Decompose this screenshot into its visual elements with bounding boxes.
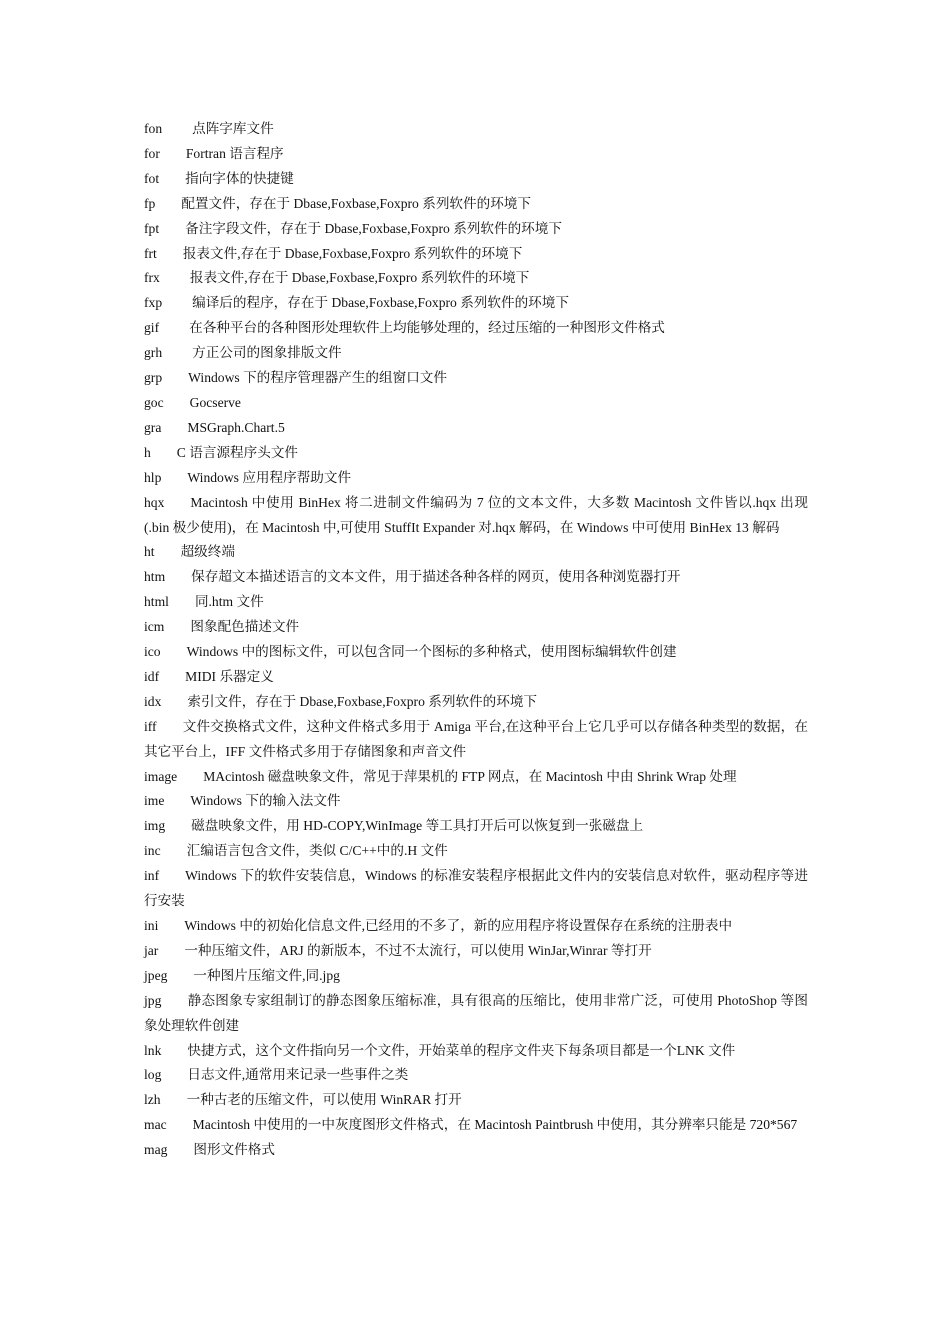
- file-extension-entry: [144, 540, 808, 565]
- file-extension-entry: [144, 1138, 808, 1163]
- file-extension-entry: [144, 989, 808, 1039]
- extension-description: Windows 下的输入法文件: [190, 793, 341, 809]
- extension-description: 方正公司的图象排版文件: [192, 345, 342, 361]
- extension-name: hlp: [144, 469, 162, 485]
- file-extension-entry: [144, 167, 808, 192]
- extension-description: 指向字体的快捷键: [185, 170, 294, 186]
- file-extension-entry: [144, 1113, 808, 1138]
- extension-description: 磁盘映象文件，用 HD-COPY,WinImage 等工具打开后可以恢复到一张磁盘上: [191, 818, 644, 834]
- file-extension-entry: [144, 939, 808, 964]
- extension-name: fxp: [144, 295, 163, 311]
- extension-name: mag: [144, 1142, 168, 1158]
- extension-description: 同.htm 文件: [194, 594, 264, 610]
- extension-description: 索引文件，存在于 Dbase,Foxbase,Foxpro 系列软件的环境下: [187, 693, 538, 709]
- document-page: [144, 117, 808, 1163]
- file-extension-entry: [144, 192, 808, 217]
- extension-name: ht: [144, 544, 155, 560]
- file-extension-entry: [144, 914, 808, 939]
- extension-name: fp: [144, 195, 156, 211]
- file-extension-entry: [144, 789, 808, 814]
- file-extension-entry: [144, 964, 808, 989]
- extension-description: 编译后的程序，存在于 Dbase,Foxbase,Foxpro 系列软件的环境下: [192, 295, 569, 311]
- file-extension-entry: [144, 266, 808, 291]
- extension-description: 静态图象专家组制订的静态图象压缩标准，具有很高的压缩比，使用非常广泛，可使用 PhotoShop 等图象处理软件创建: [144, 992, 808, 1033]
- extension-description: 报表文件,存在于 Dbase,Foxbase,Foxpro 系列软件的环境下: [189, 270, 530, 286]
- extension-name: iff: [144, 718, 157, 734]
- extension-name: lzh: [144, 1092, 161, 1108]
- file-extension-entry: [144, 590, 808, 615]
- file-extension-entry: [144, 715, 808, 765]
- extension-description: 保存超文本描述语言的文本文件，用于描述各种各样的网页，使用各种浏览器打开: [191, 569, 681, 585]
- extension-name: log: [144, 1067, 162, 1083]
- file-extension-entry: [144, 366, 808, 391]
- extension-description: 日志文件,通常用来记录一些事件之类: [187, 1067, 409, 1083]
- file-extension-entry: [144, 665, 808, 690]
- file-extension-entry: [144, 491, 808, 541]
- extension-name: for: [144, 145, 160, 161]
- extension-name: img: [144, 818, 166, 834]
- file-extension-entry: [144, 316, 808, 341]
- extension-name: gif: [144, 320, 160, 336]
- extension-description: Macintosh 中使用 BinHex 将二进制文件编码为 7 位的文本文件，大多数 Macintosh 文件皆以.hqx 出现(.bin 极少使用)，在 Macintosh 中,可使用 StuffIt Expander 对.hqx 解码，在 Windows 中可使用 BinHex 13 解码: [144, 494, 808, 535]
- extension-description: Gocserve: [189, 394, 241, 410]
- file-extension-entry: [144, 839, 808, 864]
- extension-name: inf: [144, 868, 160, 884]
- extension-name: grp: [144, 370, 163, 386]
- file-extension-entry: [144, 117, 808, 142]
- extension-description: 文件交换格式文件，这种文件格式多用于 Amiga 平台,在这种平台上它几乎可以存储各种类型的数据，在其它平台上，IFF 文件格式多用于存储图象和声音文件: [144, 718, 808, 759]
- extension-name: inc: [144, 843, 161, 859]
- file-extension-entry: [144, 1088, 808, 1113]
- file-extension-entry: [144, 1039, 808, 1064]
- extension-description: Windows 下的软件安装信息，Windows 的标准安装程序根据此文件内的安装信息对软件，驱动程序等进行安装: [144, 868, 808, 909]
- file-extension-entry: [144, 690, 808, 715]
- extension-description: 一种图片压缩文件,同.jpg: [193, 967, 340, 983]
- extension-description: MIDI 乐器定义: [185, 668, 274, 684]
- file-extension-entry: [144, 814, 808, 839]
- extension-name: gra: [144, 419, 162, 435]
- extension-description: 备注字段文件，存在于 Dbase,Foxbase,Foxpro 系列软件的环境下: [185, 220, 562, 236]
- file-extension-entry: [144, 217, 808, 242]
- extension-name: goc: [144, 394, 164, 410]
- file-extension-entry: [144, 341, 808, 366]
- extension-description: 一种压缩文件，ARJ 的新版本，不过不太流行，可以使用 WinJar,Winrar 等打开: [184, 942, 652, 958]
- extension-name: lnk: [144, 1042, 162, 1058]
- extension-name: frx: [144, 270, 160, 286]
- extension-description: 图形文件格式: [193, 1142, 275, 1158]
- extension-name: h: [144, 444, 151, 460]
- extension-description: 报表文件,存在于 Dbase,Foxbase,Foxpro 系列软件的环境下: [182, 245, 523, 261]
- extension-description: 超级终端: [180, 544, 235, 560]
- file-extension-entry: [144, 765, 808, 790]
- extension-name: image: [144, 768, 178, 784]
- file-extension-entry: [144, 242, 808, 267]
- extension-name: fon: [144, 121, 163, 136]
- extension-name: mac: [144, 1117, 167, 1133]
- extension-description: 图象配色描述文件: [190, 619, 300, 635]
- file-extension-entry: [144, 466, 808, 491]
- extension-description: Windows 应用程序帮助文件: [187, 469, 352, 485]
- extension-description: 汇编语言包含文件，类似 C/C++中的.H 文件: [186, 843, 448, 859]
- extension-description: Fortran 语言程序: [185, 145, 284, 161]
- extension-name: idx: [144, 693, 162, 709]
- extension-description: Windows 中的图标文件，可以包含同一个图标的多种格式，使用图标编辑软件创建: [186, 644, 677, 660]
- extension-description: 一种古老的压缩文件，可以使用 WinRAR 打开: [186, 1092, 462, 1108]
- extension-name: icm: [144, 619, 165, 635]
- extension-name: ini: [144, 918, 159, 933]
- extension-description: 配置文件，存在于 Dbase,Foxbase,Foxpro 系列软件的环境下: [181, 195, 531, 211]
- file-extension-entry: [144, 864, 808, 914]
- extension-name: grh: [144, 345, 163, 361]
- extension-description: C 语言源程序头文件: [176, 444, 299, 460]
- extension-description: Windows 下的程序管理器产生的组窗口文件: [188, 370, 447, 386]
- file-extension-entry: [144, 565, 808, 590]
- extension-description: Windows 中的初始化信息文件,已经用的不多了，新的应用程序将设置保存在系统的注册表中: [184, 918, 733, 933]
- file-extension-entry: [144, 142, 808, 167]
- extension-name: idf: [144, 668, 160, 684]
- extension-description: 在各种平台的各种图形处理软件上均能够处理的，经过压缩的一种图形文件格式: [189, 320, 665, 336]
- extension-name: frt: [144, 245, 157, 261]
- extension-name: jpeg: [144, 967, 168, 983]
- file-extension-entry: [144, 391, 808, 416]
- extension-name: fot: [144, 170, 160, 186]
- extension-description: 点阵字库文件: [192, 121, 274, 136]
- extension-name: html: [144, 594, 169, 610]
- file-extension-entry: [144, 441, 808, 466]
- extension-name: jar: [144, 942, 159, 958]
- extension-name: fpt: [144, 220, 160, 236]
- extension-name: hqx: [144, 494, 165, 510]
- extension-description: Macintosh 中使用的一中灰度图形文件格式，在 Macintosh Paintbrush 中使用，其分辨率只能是 720*567: [192, 1117, 798, 1133]
- file-extension-entry: [144, 640, 808, 665]
- file-extension-entry: [144, 615, 808, 640]
- extension-name: ico: [144, 644, 161, 660]
- file-extension-entry: [144, 416, 808, 441]
- extension-description: MAcintosh 磁盘映象文件，常见于萍果机的 FTP 网点，在 Macintosh 中由 Shrink Wrap 处理: [203, 768, 737, 784]
- file-extension-entry: [144, 291, 808, 316]
- extension-description: 快捷方式，这个文件指向另一个文件，开始菜单的程序文件夹下每条项目都是一个LNK 文件: [187, 1042, 736, 1058]
- extension-description: MSGraph.Chart.5: [187, 419, 285, 435]
- file-extension-entry: [144, 1063, 808, 1088]
- extension-name: jpg: [144, 992, 162, 1008]
- extension-name: ime: [144, 793, 165, 809]
- extension-name: htm: [144, 569, 166, 585]
